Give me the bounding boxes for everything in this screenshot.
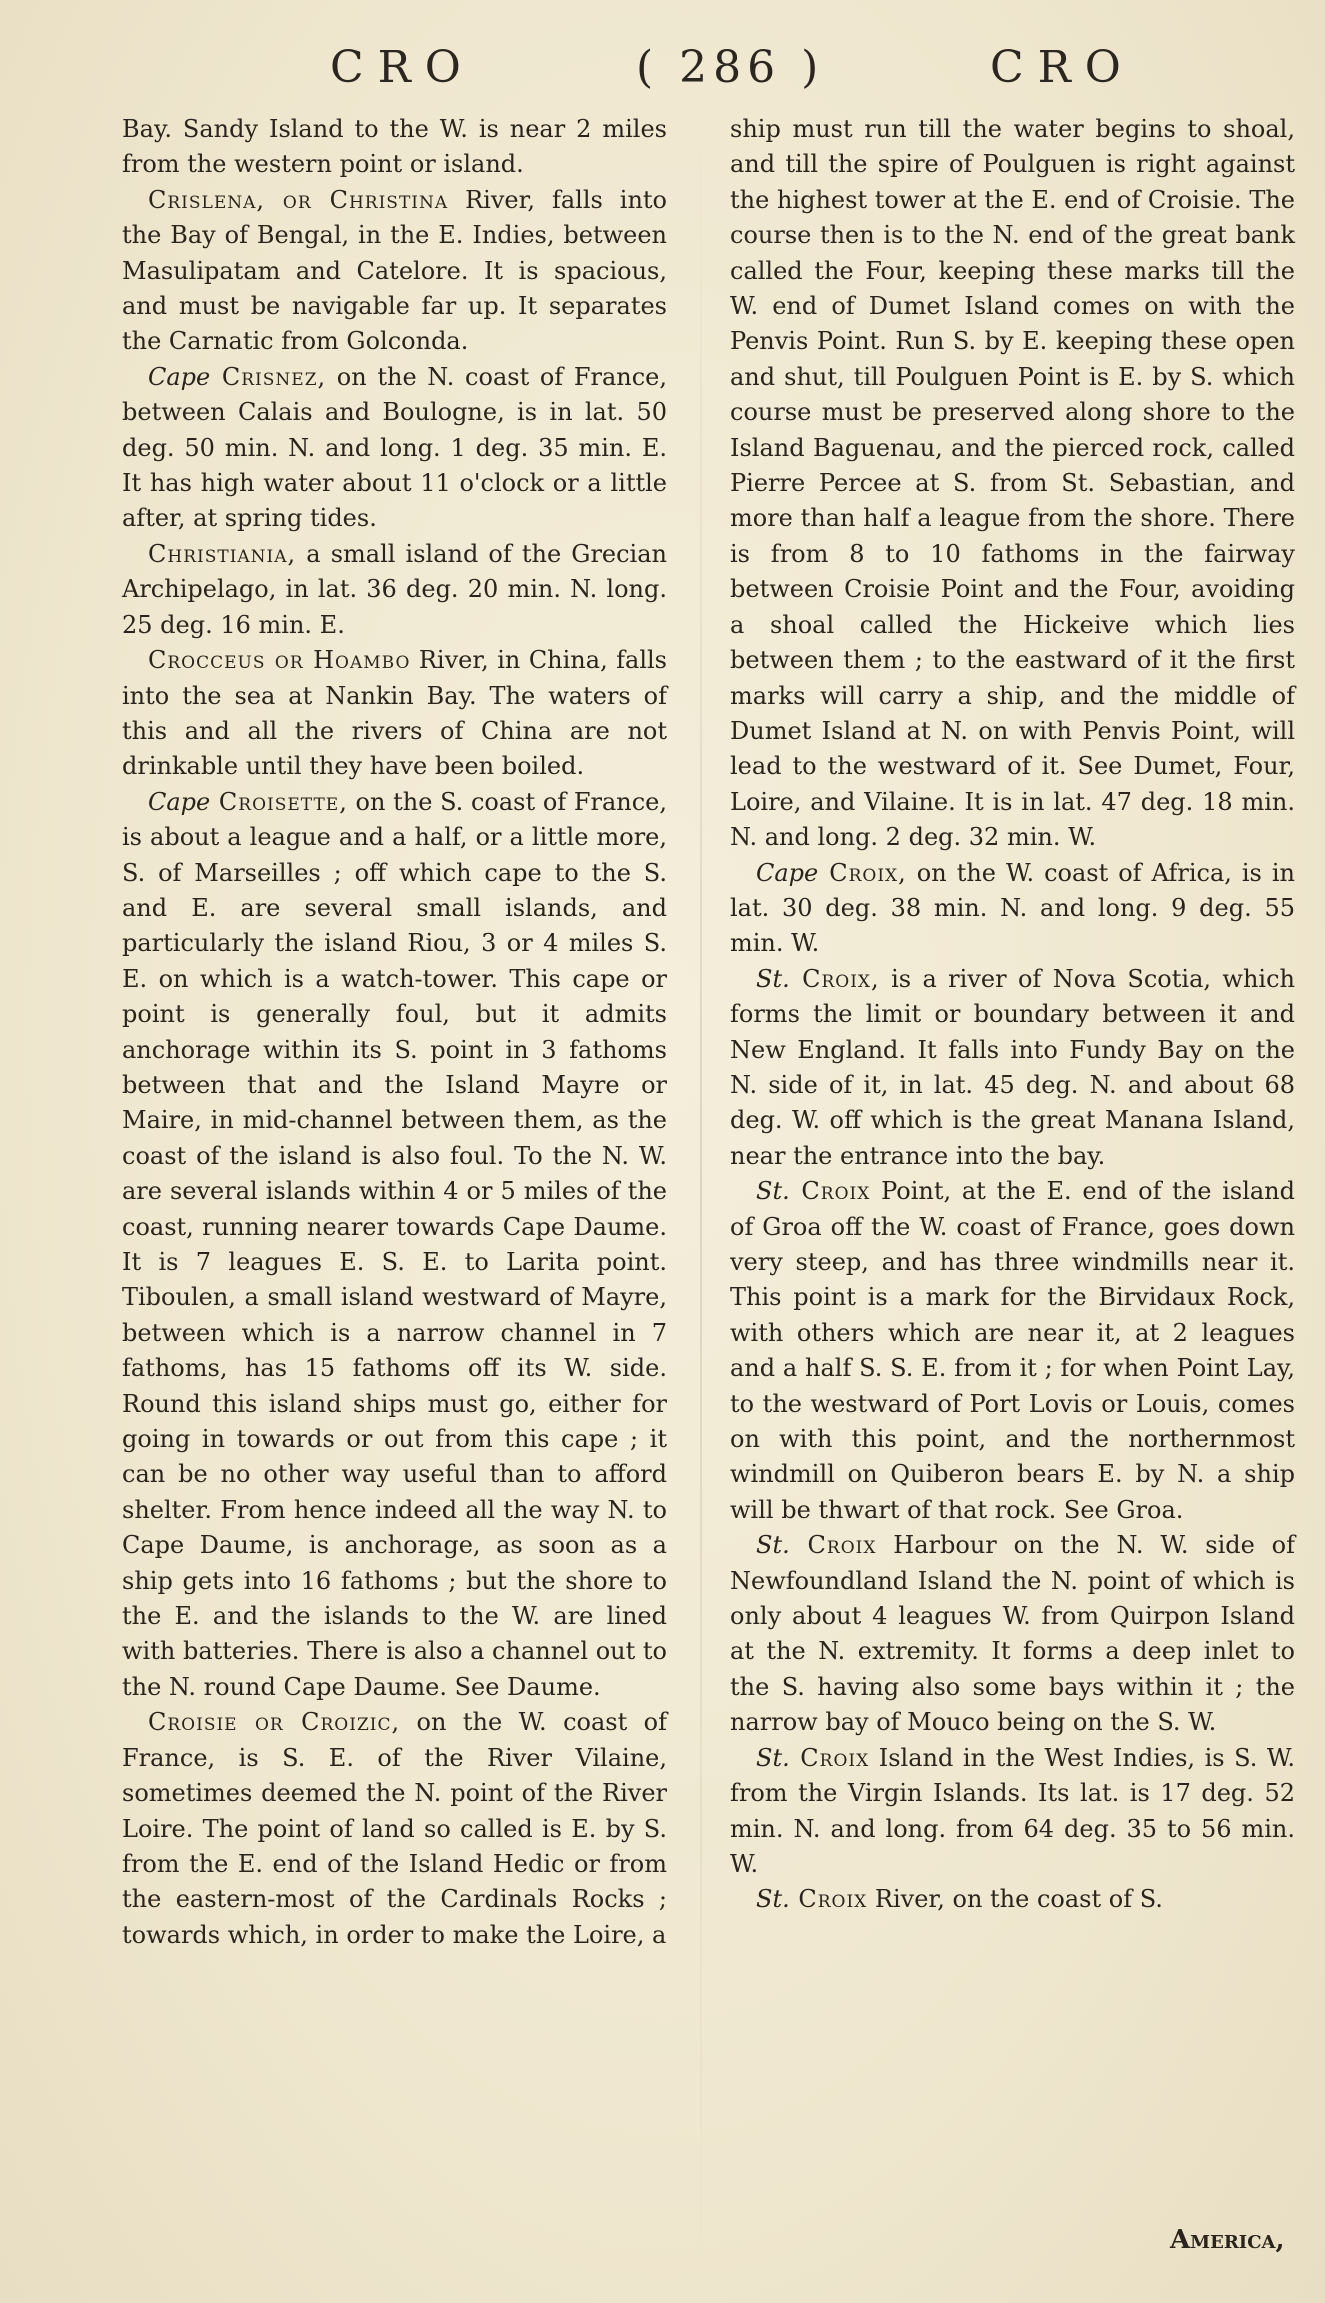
entry-paragraph: Crocceus or Hoambo River, in China, falls into the sea at Nankin Bay. The waters of this and all the rivers of China are not drinkable until they have been boiled. bbox=[122, 646, 667, 781]
left-column bbox=[122, 112, 667, 1953]
running-head-left: CRO bbox=[330, 42, 475, 93]
running-head-right: CRO bbox=[990, 42, 1135, 93]
entry-paragraph: Crislena, or Christina River, falls into the Bay of Bengal, in the E. Indies, between Masulipatam and Catelore. It is spacious, and must be navigable far up. It separates the Carnatic from Golconda. bbox=[122, 185, 667, 356]
entry-paragraph: Cape Croix, on the W. coast of Africa, is in lat. 30 deg. 38 min. N. and long. 9 deg. 55 min. W. bbox=[730, 858, 1295, 958]
entry-paragraph: St. Croix Point, at the E. end of the island of Groa off the W. coast of France, goes down very steep, and has three windmills near it. This point is a mark for the Birvidaux Rock, with others which are near it, at 2 leagues and a half S. S. E. from it ; for when Point Lay, to the westward of Port Lovis or Louis, comes on with this point, and the northernmost windmill on Quiberon bears E. by N. a ship will be thwart of that rock. See Groa. bbox=[730, 1177, 1295, 1524]
page-header bbox=[0, 28, 1325, 98]
entry-paragraph: Cape Croisette, on the S. coast of France, is about a league and a half, or a little more, S. of Marseilles ; off which cape to the S. and E. are several small islands, and particularly the island Riou, 3 or 4 miles S. E. on which is a watch-tower. This cape or point is generally foul, but it admits anchorage within its S. point in 3 fathoms between that and the Island Mayre or Maire, in mid-channel between them, as the coast of the island is also foul. To the N. W. are several islands within 4 or 5 miles of the coast, running nearer towards Cape Daume. It is 7 leagues E. S. E. to Larita point. Tiboulen, a small island westward of Mayre, between which is a narrow channel in 7 fathoms, has 15 fathoms off its W. side. Round this island ships must go, either for going in towards or out from this cape ; it can be no other way useful than to afford shelter. From hence indeed all the way N. to Cape Daume, is anchorage, as soon as a ship gets into 16 fathoms ; but the shore to the E. and the islands to the W. are lined with batteries. There is also a channel out to the N. round Cape Daume. See Daume. bbox=[122, 787, 667, 1701]
entry-paragraph: St. Croix, is a river of Nova Scotia, which forms the limit or boundary between it and New England. It falls into Fundy Bay on the N. side of it, in lat. 45 deg. N. and about 68 deg. W. off which is the great Manana Island, near the entrance into the bay. bbox=[730, 964, 1295, 1170]
entry-paragraph: St. Croix Island in the West Indies, is S. W. from the Virgin Islands. Its lat. is 17 deg. 52 min. N. and long. from 64 deg. 35 to 56 min. W. bbox=[730, 1743, 1295, 1878]
entry-paragraph: ship must run till the water begins to shoal, and till the spire of Poulguen is right against the highest tower at the E. end of Croisie. The course then is to the N. end of the great bank called the Four, keeping these marks till the W. end of Dumet Island comes on with the Penvis Point. Run S. by E. keeping these open and shut, till Poulguen Point is E. by S. which course must be preserved along shore to the Island Baguenau, and the pierced rock, called Pierre Percee at S. from St. Sebastian, and more than half a league from the shore. There is from 8 to 10 fathoms in the fairway between Croisie Point and the Four, avoiding a shoal called the Hickeive which lies between them ; to the eastward of it the first marks will carry a ship, and the middle of Dumet Island at N. on with Penvis Point, will lead to the westward of it. See Dumet, Four, Loire, and Vilaine. It is in lat. 47 deg. 18 min. N. and long. 2 deg. 32 min. W. bbox=[730, 115, 1295, 852]
catchword: America, bbox=[1170, 2225, 1285, 2255]
entry-paragraph: Bay. Sandy Island to the W. is near 2 miles from the western point or island. bbox=[122, 115, 667, 179]
entry-paragraph: Cape Crisnez, on the N. coast of France, between Calais and Boulogne, is in lat. 50 deg. 50 min. N. and long. 1 deg. 35 min. E. It has high water about 11 o'clock or a little after, at spring tides. bbox=[122, 362, 667, 533]
column-gutter bbox=[700, 100, 702, 2280]
entry-paragraph: Christiania, a small island of the Grecian Archipelago, in lat. 36 deg. 20 min. N. long. 25 deg. 16 min. E. bbox=[122, 539, 667, 639]
entry-paragraph: Croisie or Croizic, on the W. coast of France, is S. E. of the River Vilaine, sometimes deemed the N. point of the River Loire. The point of land so called is E. by S. from the E. end of the Island Hedic or from the eastern-most of the Cardinals Rocks ; towards which, in order to make the Loire, a bbox=[122, 1708, 668, 1949]
entry-paragraph: St. Croix Harbour on the N. W. side of Newfoundland Island the N. point of which is only about 4 leagues W. from Quirpon Island at the N. extremity. It forms a deep inlet to the S. having also some bays within it ; the narrow bay of Mouco being on the S. W. bbox=[730, 1531, 1296, 1737]
page-number: ( 286 ) bbox=[636, 42, 825, 93]
entry-paragraph: St. Croix River, on the coast of S. bbox=[756, 1885, 1163, 1914]
right-column bbox=[730, 112, 1295, 1918]
